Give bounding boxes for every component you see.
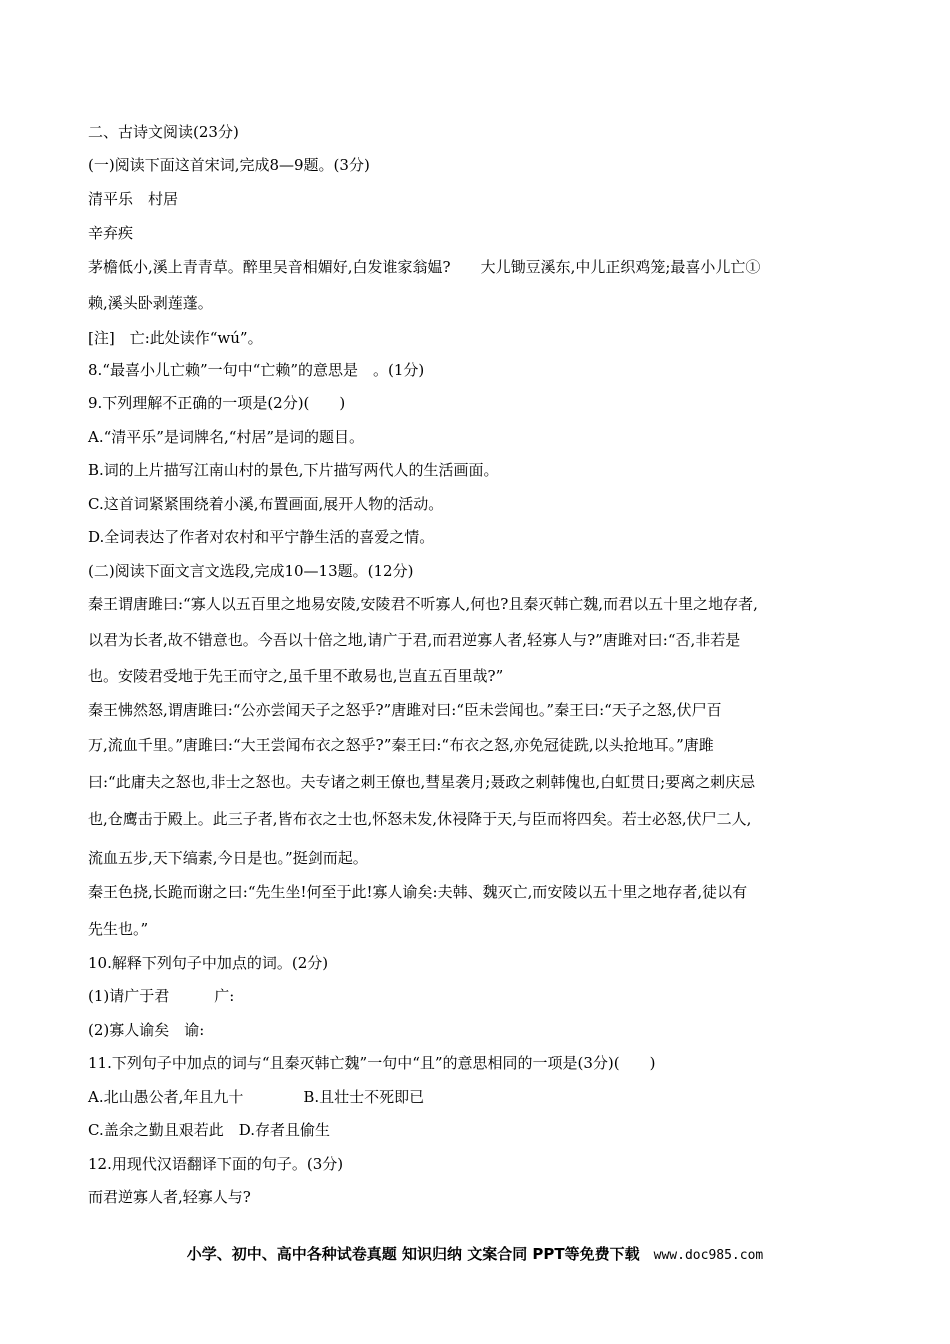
passage-text: 万,流血千里。”唐雎曰:“大王尝闻布衣之怒乎?”秦王曰:“布衣之怒,亦免冠徒跣,以头抢地耳。”唐雎	[88, 736, 714, 754]
poem-text: 赖,溪头卧剥莲蓬。	[88, 294, 213, 312]
subsection-heading: (一)阅读下面这首宋词,完成8—9题。(3分)	[88, 156, 370, 174]
footer-text: 小学、初中、高中各种试卷真题 知识归纳 文案合同 PPT等免费下载	[186, 1245, 640, 1263]
passage-text: 流血五步,天下缟素,今日是也。”挺剑而起。	[88, 849, 368, 867]
question-11-options-ab: A.北山愚公者,年且九十 B.且壮士不死即已	[88, 1088, 425, 1106]
option-c: C.这首词紧紧围绕着小溪,布置画面,展开人物的活动。	[88, 495, 444, 513]
poem-text: 茅檐低小,溪上青青草。醉里吴音相媚好,白发谁家翁媪? 大儿锄豆溪东,中儿正织鸡笼;最喜小儿亡①	[88, 258, 761, 276]
question-10-item-2: (2)寡人谕矣 谕:	[88, 1021, 205, 1039]
page-footer	[0, 1243, 950, 1264]
passage-text: 秦王怫然怒,谓唐雎曰:“公亦尝闻天子之怒乎?”唐雎对曰:“臣未尝闻也。”秦王曰:“天子之怒,伏尸百	[88, 701, 722, 719]
section-heading: 二、古诗文阅读(23分)	[88, 123, 239, 141]
question-10: 10.解释下列句子中加点的词。(2分)	[88, 954, 329, 972]
option-d: D.全词表达了作者对农村和平宁静生活的喜爱之情。	[88, 528, 435, 546]
passage-text: 秦王色挠,长跪而谢之曰:“先生坐!何至于此!寡人谕矣:夫韩、魏灭亡,而安陵以五十里之地存者,徒以有	[88, 883, 748, 901]
passage-text: 以君为长者,故不错意也。今吾以十倍之地,请广于君,而君逆寡人者,轻寡人与?”唐雎对曰:“否,非若是	[88, 631, 741, 649]
question-11-options-cd: C.盖余之勤且艰若此 D.存者且偷生	[88, 1121, 330, 1139]
passage-text: 先生也。”	[88, 920, 149, 938]
question-12: 12.用现代汉语翻译下面的句子。(3分)	[88, 1155, 344, 1173]
question-12-sentence: 而君逆寡人者,轻寡人与?	[88, 1188, 251, 1206]
poem-author: 辛弃疾	[88, 224, 134, 242]
question-11: 11.下列句子中加点的词与“且秦灭韩亡魏”一句中“且”的意思相同的一项是(3分)( )	[88, 1054, 656, 1072]
passage-text: 曰:“此庸夫之怒也,非士之怒也。夫专诸之刺王僚也,彗星袭月;聂政之刺韩傀也,白虹贯日;要离之刺庆忌	[88, 773, 756, 791]
question-8: 8.“最喜小儿亡赖”一句中“亡赖”的意思是 。(1分)	[88, 361, 425, 379]
passage-text: 也。安陵君受地于先王而守之,虽千里不敢易也,岂直五百里哉?”	[88, 667, 504, 685]
passage-text: 也,仓鹰击于殿上。此三子者,皆布衣之士也,怀怒未发,休祲降于天,与臣而将四矣。若士必怒,伏尸二人,	[88, 810, 752, 828]
question-9: 9.下列理解不正确的一项是(2分)( )	[88, 394, 346, 412]
option-a: A.“清平乐”是词牌名,“村居”是词的题目。	[88, 428, 365, 446]
option-b: B.词的上片描写江南山村的景色,下片描写两代人的生活画面。	[88, 461, 499, 479]
poem-title: 清平乐 村居	[88, 190, 179, 208]
question-10-item-1: (1)请广于君 广:	[88, 987, 235, 1005]
subsection-heading: (二)阅读下面文言文选段,完成10—13题。(12分)	[88, 562, 414, 580]
poem-note: [注] 亡:此处读作“wú”。	[88, 329, 263, 347]
footer-url[interactable]: www.doc985.com	[653, 1248, 764, 1263]
passage-text: 秦王谓唐雎曰:“寡人以五百里之地易安陵,安陵君不听寡人,何也?且秦灭韩亡魏,而君以五十里之地存者,	[88, 595, 758, 613]
